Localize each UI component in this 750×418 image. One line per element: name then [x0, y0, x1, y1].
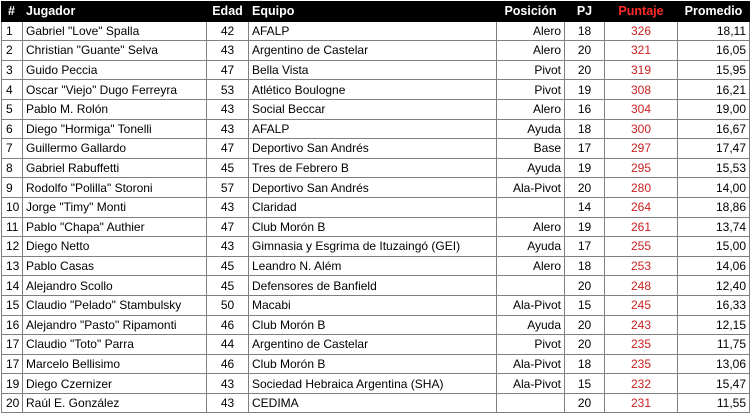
cell-puntaje: 245: [605, 295, 678, 315]
cell-posicion: Pivot: [497, 335, 565, 355]
cell-jugador: Pablo M. Rolón: [23, 99, 207, 119]
header-posicion: Posición: [497, 2, 565, 22]
cell-equipo: Atlético Boulogne: [249, 80, 497, 100]
header-puntaje: Puntaje: [605, 2, 678, 22]
cell-num: 5: [2, 99, 23, 119]
cell-edad: 57: [207, 178, 249, 198]
table-body: [2, 21, 750, 413]
cell-jugador: Diego "Hormiga" Tonelli: [23, 119, 207, 139]
cell-puntaje: 319: [605, 60, 678, 80]
cell-promedio: 16,05: [678, 41, 750, 61]
cell-pj: 20: [565, 335, 605, 355]
cell-pj: 17: [565, 139, 605, 159]
cell-num: 3: [2, 60, 23, 80]
cell-jugador: Alejandro "Pasto" Ripamonti: [23, 315, 207, 335]
cell-promedio: 11,55: [678, 393, 750, 413]
cell-num: 17: [2, 354, 23, 374]
cell-puntaje: 253: [605, 256, 678, 276]
table-row: [2, 237, 750, 257]
cell-num: 7: [2, 139, 23, 159]
cell-num: 8: [2, 158, 23, 178]
table-row: [2, 374, 750, 394]
cell-puntaje: 297: [605, 139, 678, 159]
cell-promedio: 13,06: [678, 354, 750, 374]
table-row: [2, 99, 750, 119]
cell-puntaje: 232: [605, 374, 678, 394]
table-row: [2, 80, 750, 100]
table-row: [2, 335, 750, 355]
cell-pj: 20: [565, 41, 605, 61]
cell-posicion: [497, 393, 565, 413]
table-row: [2, 139, 750, 159]
table-row: [2, 21, 750, 41]
cell-posicion: Ala-Pivot: [497, 178, 565, 198]
cell-posicion: Ayuda: [497, 237, 565, 257]
cell-promedio: 18,86: [678, 197, 750, 217]
cell-promedio: 16,21: [678, 80, 750, 100]
cell-num: 20: [2, 393, 23, 413]
cell-posicion: [497, 197, 565, 217]
cell-promedio: 11,75: [678, 335, 750, 355]
header-pj: PJ: [565, 2, 605, 22]
cell-posicion: Alero: [497, 99, 565, 119]
cell-promedio: 16,67: [678, 119, 750, 139]
cell-num: 12: [2, 237, 23, 257]
cell-edad: 53: [207, 80, 249, 100]
cell-edad: 42: [207, 21, 249, 41]
cell-num: 6: [2, 119, 23, 139]
cell-pj: 17: [565, 237, 605, 257]
cell-equipo: Club Morón B: [249, 315, 497, 335]
cell-equipo: CEDIMA: [249, 393, 497, 413]
cell-posicion: Ala-Pivot: [497, 295, 565, 315]
cell-promedio: 15,95: [678, 60, 750, 80]
cell-edad: 47: [207, 217, 249, 237]
table-row: [2, 393, 750, 413]
cell-edad: 45: [207, 256, 249, 276]
cell-promedio: 13,74: [678, 217, 750, 237]
cell-num: 19: [2, 374, 23, 394]
cell-puntaje: 235: [605, 354, 678, 374]
cell-promedio: 12,15: [678, 315, 750, 335]
header-jugador: Jugador: [23, 2, 207, 22]
table-row: [2, 158, 750, 178]
table-row: [2, 41, 750, 61]
cell-pj: 20: [565, 60, 605, 80]
table-row: [2, 197, 750, 217]
cell-jugador: Pablo Casas: [23, 256, 207, 276]
header-row: [2, 2, 750, 22]
cell-jugador: Diego Netto: [23, 237, 207, 257]
cell-puntaje: 280: [605, 178, 678, 198]
cell-jugador: Jorge "Timy" Monti: [23, 197, 207, 217]
cell-num: 16: [2, 315, 23, 335]
cell-edad: 43: [207, 374, 249, 394]
cell-promedio: 14,00: [678, 178, 750, 198]
cell-pj: 19: [565, 217, 605, 237]
cell-promedio: 18,11: [678, 21, 750, 41]
cell-puntaje: 231: [605, 393, 678, 413]
cell-jugador: Raúl E. González: [23, 393, 207, 413]
cell-edad: 46: [207, 315, 249, 335]
cell-pj: 15: [565, 374, 605, 394]
cell-equipo: Club Morón B: [249, 354, 497, 374]
cell-edad: 43: [207, 197, 249, 217]
table-row: [2, 276, 750, 296]
cell-edad: 43: [207, 237, 249, 257]
cell-puntaje: 321: [605, 41, 678, 61]
cell-pj: 14: [565, 197, 605, 217]
table-row: [2, 354, 750, 374]
cell-num: 2: [2, 41, 23, 61]
table-row: [2, 60, 750, 80]
cell-puntaje: 243: [605, 315, 678, 335]
cell-pj: 18: [565, 256, 605, 276]
table-row: [2, 178, 750, 198]
cell-equipo: Argentino de Castelar: [249, 41, 497, 61]
cell-edad: 45: [207, 158, 249, 178]
cell-promedio: 14,06: [678, 256, 750, 276]
header-equipo: Equipo: [249, 2, 497, 22]
cell-edad: 45: [207, 276, 249, 296]
header-num: #: [2, 2, 23, 22]
cell-jugador: Gabriel Rabuffetti: [23, 158, 207, 178]
cell-equipo: AFALP: [249, 119, 497, 139]
table-row: [2, 295, 750, 315]
cell-posicion: Pivot: [497, 80, 565, 100]
cell-puntaje: 261: [605, 217, 678, 237]
cell-num: 14: [2, 276, 23, 296]
cell-jugador: Pablo "Chapa" Authier: [23, 217, 207, 237]
cell-puntaje: 235: [605, 335, 678, 355]
cell-equipo: Argentino de Castelar: [249, 335, 497, 355]
cell-posicion: Ala-Pivot: [497, 354, 565, 374]
cell-equipo: Defensores de Banfield: [249, 276, 497, 296]
cell-jugador: Guillermo Gallardo: [23, 139, 207, 159]
cell-posicion: Pivot: [497, 60, 565, 80]
cell-puntaje: 300: [605, 119, 678, 139]
cell-edad: 46: [207, 354, 249, 374]
scoring-table: [1, 1, 750, 413]
header-edad: Edad: [207, 2, 249, 22]
cell-jugador: Diego Czernizer: [23, 374, 207, 394]
table-row: [2, 119, 750, 139]
cell-promedio: 19,00: [678, 99, 750, 119]
cell-pj: 20: [565, 315, 605, 335]
cell-edad: 47: [207, 60, 249, 80]
cell-jugador: Gabriel "Love" Spalla: [23, 21, 207, 41]
cell-promedio: 17,47: [678, 139, 750, 159]
cell-posicion: Alero: [497, 41, 565, 61]
cell-equipo: Tres de Febrero B: [249, 158, 497, 178]
cell-jugador: Guido Peccia: [23, 60, 207, 80]
cell-equipo: Sociedad Hebraica Argentina (SHA): [249, 374, 497, 394]
cell-equipo: Gimnasia y Esgrima de Ituzaingó (GEI): [249, 237, 497, 257]
cell-posicion: [497, 276, 565, 296]
cell-posicion: Alero: [497, 256, 565, 276]
cell-num: 15: [2, 295, 23, 315]
cell-pj: 20: [565, 276, 605, 296]
cell-equipo: Leandro N. Além: [249, 256, 497, 276]
cell-num: 1: [2, 21, 23, 41]
cell-equipo: Macabi: [249, 295, 497, 315]
cell-edad: 43: [207, 99, 249, 119]
cell-equipo: Deportivo San Andrés: [249, 139, 497, 159]
cell-jugador: Marcelo Bellisimo: [23, 354, 207, 374]
cell-pj: 18: [565, 119, 605, 139]
cell-num: 13: [2, 256, 23, 276]
table-row: [2, 315, 750, 335]
cell-pj: 20: [565, 393, 605, 413]
cell-posicion: Ala-Pivot: [497, 374, 565, 394]
cell-puntaje: 264: [605, 197, 678, 217]
table-row: [2, 256, 750, 276]
cell-edad: 47: [207, 139, 249, 159]
cell-equipo: Bella Vista: [249, 60, 497, 80]
cell-puntaje: 248: [605, 276, 678, 296]
cell-pj: 20: [565, 178, 605, 198]
cell-edad: 43: [207, 119, 249, 139]
cell-jugador: Claudio "Toto" Parra: [23, 335, 207, 355]
cell-jugador: Oscar "Viejo" Dugo Ferreyra: [23, 80, 207, 100]
cell-puntaje: 255: [605, 237, 678, 257]
cell-promedio: 16,33: [678, 295, 750, 315]
cell-puntaje: 326: [605, 21, 678, 41]
cell-puntaje: 295: [605, 158, 678, 178]
cell-puntaje: 304: [605, 99, 678, 119]
cell-num: 4: [2, 80, 23, 100]
cell-promedio: 15,47: [678, 374, 750, 394]
cell-pj: 16: [565, 99, 605, 119]
cell-pj: 15: [565, 295, 605, 315]
cell-jugador: Alejandro Scollo: [23, 276, 207, 296]
cell-num: 17: [2, 335, 23, 355]
cell-edad: 44: [207, 335, 249, 355]
cell-posicion: Ayuda: [497, 158, 565, 178]
cell-pj: 19: [565, 80, 605, 100]
cell-equipo: AFALP: [249, 21, 497, 41]
cell-equipo: Claridad: [249, 197, 497, 217]
cell-promedio: 15,53: [678, 158, 750, 178]
cell-pj: 18: [565, 21, 605, 41]
cell-pj: 19: [565, 158, 605, 178]
cell-equipo: Club Morón B: [249, 217, 497, 237]
header-promedio: Promedio: [678, 2, 750, 22]
cell-posicion: Alero: [497, 217, 565, 237]
cell-promedio: 15,00: [678, 237, 750, 257]
cell-puntaje: 308: [605, 80, 678, 100]
cell-jugador: Christian "Guante" Selva: [23, 41, 207, 61]
cell-num: 10: [2, 197, 23, 217]
table-row: [2, 217, 750, 237]
cell-posicion: Ayuda: [497, 119, 565, 139]
cell-posicion: Base: [497, 139, 565, 159]
cell-edad: 43: [207, 41, 249, 61]
cell-edad: 50: [207, 295, 249, 315]
cell-equipo: Deportivo San Andrés: [249, 178, 497, 198]
cell-edad: 43: [207, 393, 249, 413]
cell-num: 11: [2, 217, 23, 237]
cell-posicion: Alero: [497, 21, 565, 41]
cell-equipo: Social Beccar: [249, 99, 497, 119]
cell-promedio: 12,40: [678, 276, 750, 296]
cell-num: 9: [2, 178, 23, 198]
cell-pj: 18: [565, 354, 605, 374]
cell-jugador: Rodolfo "Polilla" Storoni: [23, 178, 207, 198]
cell-posicion: Ayuda: [497, 315, 565, 335]
cell-jugador: Claudio "Pelado" Stambulsky: [23, 295, 207, 315]
